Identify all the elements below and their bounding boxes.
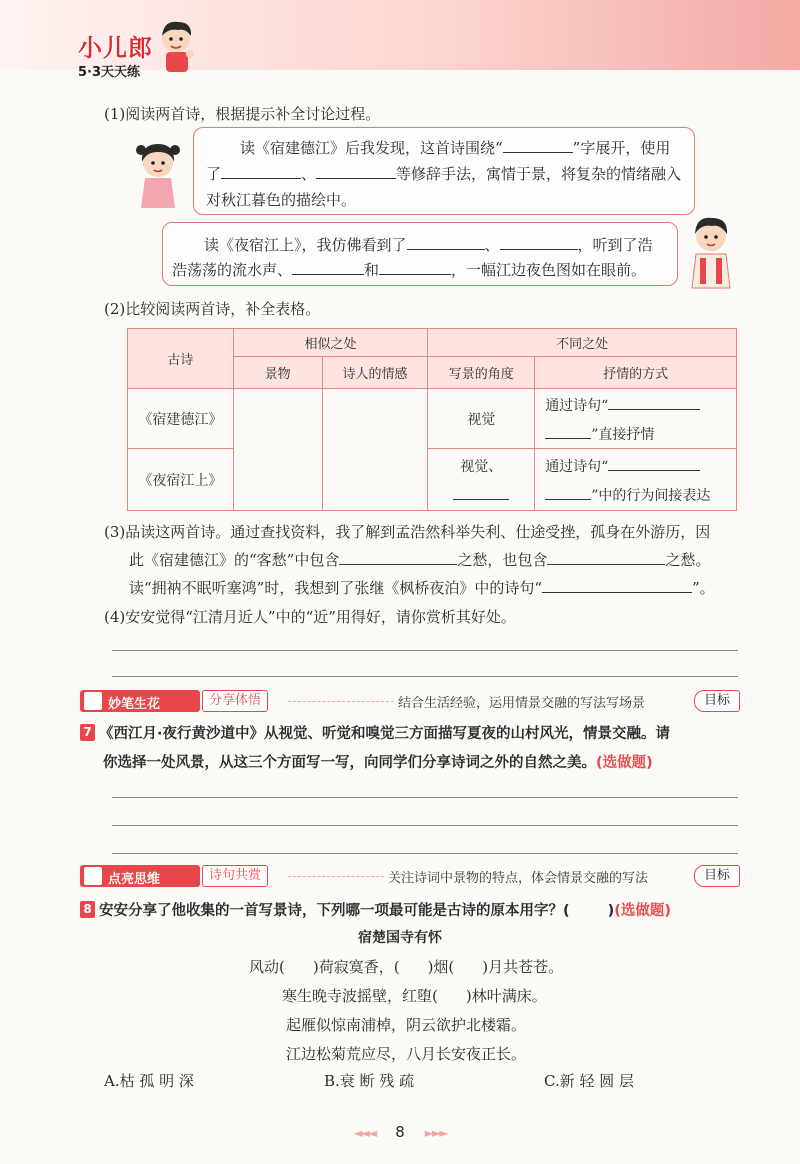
writing-line[interactable]	[112, 853, 738, 854]
bubble1-text: 、	[301, 165, 317, 183]
table-row	[128, 449, 737, 511]
answer-blank[interactable]	[608, 455, 700, 471]
answer-blank[interactable]	[407, 234, 485, 250]
table-cell-method	[535, 449, 737, 511]
poem-text: 寒生晚寺波摇壁，红堕(	[282, 987, 438, 1005]
q3-line3	[129, 577, 715, 598]
bubble2-text: 浩荡荡的流水声、	[172, 261, 293, 279]
answer-blank[interactable]	[545, 484, 591, 500]
table-cell-angle: 视觉	[428, 389, 535, 449]
bubble1-text: ”字展开，使用	[572, 139, 671, 157]
poem-text: 风动(	[249, 958, 285, 976]
book-icon	[84, 867, 102, 885]
q1-prompt: (1)阅读两首诗，根据提示补全讨论过程。	[104, 105, 381, 123]
poem-line1	[249, 956, 563, 977]
q3-text: 之愁。	[665, 551, 711, 569]
answer-blank[interactable]	[547, 549, 665, 565]
divider	[288, 701, 394, 702]
section-badge	[80, 690, 200, 712]
table-header-poem: 古诗	[128, 329, 234, 389]
writing-line[interactable]	[112, 650, 738, 651]
section-tag: 诗句共赏	[202, 865, 268, 887]
q8-line1	[99, 899, 671, 920]
page-footer	[0, 1123, 800, 1141]
q4-line1: (4)安安觉得“江清月近人”中的“近”用得好，请你赏析其好处。	[104, 608, 516, 626]
writing-line[interactable]	[112, 676, 738, 677]
method-text: ”直接抒情	[591, 426, 655, 443]
girl-character-icon	[133, 138, 183, 210]
table-header-angle: 写景的角度	[428, 357, 535, 389]
table-cell-poem: 《宿建德江》	[128, 389, 234, 449]
q7-line1: 《西江月·夜行黄沙道中》从视觉、听觉和嗅觉三方面描写夏夜的山村风光，情景交融。请	[99, 726, 671, 742]
q3-text: 读“拥衲不眠听塞鸿”时，我想到了张继《枫桥夜泊》中的诗句“	[129, 579, 543, 597]
poem-line2	[282, 985, 547, 1006]
table-cell-angle	[428, 449, 535, 511]
section-goal-badge: 目标	[694, 865, 740, 887]
q7-line2	[103, 751, 653, 772]
bubble2-text: ，听到了浩	[577, 236, 653, 254]
boy-character-icon	[686, 210, 736, 290]
q3-text: 之愁，也包含	[457, 551, 548, 569]
q7-text: 你选择一处风景，从这三个方面写一写，向同学们分享诗词之外的自然之美。	[103, 755, 596, 771]
page-number: 8	[395, 1123, 405, 1141]
q2-prompt: (2)比较阅读两首诗，补全表格。	[104, 300, 321, 318]
writing-line[interactable]	[112, 797, 738, 798]
q3-text: 此《宿建德江》的“客愁”中包含	[129, 551, 340, 569]
comparison-table	[127, 328, 737, 511]
table-cell-scenery[interactable]	[233, 389, 322, 511]
table-header-similar: 相似之处	[233, 329, 428, 357]
table-row	[128, 389, 737, 449]
section-goal-text: 结合生活经验，运用情景交融的写法写场景	[398, 696, 646, 711]
bubble1-line3: 对秋江暮色的描绘中。	[206, 191, 357, 209]
poem-text: )林叶满床。	[465, 987, 547, 1005]
poem-line4: 江边松菊荒应尽，八月长安夜正长。	[286, 1045, 527, 1063]
section-badge	[80, 865, 200, 887]
q3-text: ”。	[692, 579, 715, 597]
bubble1-text: 读《宿建德江》后我发现，这首诗围绕“	[240, 139, 503, 157]
answer-blank[interactable]	[221, 163, 301, 179]
book-icon	[84, 692, 102, 710]
prev-arrows-icon: ◄◄◄	[353, 1126, 376, 1140]
table-cell-poem: 《夜宿江上》	[128, 449, 234, 511]
bubble2-text: 和	[364, 261, 380, 279]
method-text: 通过诗句“	[545, 397, 609, 414]
answer-blank[interactable]	[542, 577, 692, 593]
section-badge-label: 妙笔生花	[108, 697, 161, 712]
question-number: 8	[80, 901, 95, 918]
answer-blank[interactable]	[453, 484, 509, 500]
section-goal-badge: 目标	[694, 690, 740, 712]
table-cell-method	[535, 389, 737, 449]
section-tag: 分享体悟	[202, 690, 268, 712]
writing-line[interactable]	[112, 825, 738, 826]
answer-blank[interactable]	[545, 423, 591, 439]
bubble2-text: 读《夜宿江上》，我仿佛看到了	[204, 236, 407, 254]
option-b[interactable]: B.衰 断 残 疏	[324, 1072, 415, 1090]
q8-text: )	[607, 903, 615, 919]
table-cell-emotion[interactable]	[322, 389, 428, 511]
brand-logo	[78, 28, 153, 80]
section-goal-text: 关注诗词中景物的特点，体会情景交融的写法	[388, 871, 649, 886]
table-header-method: 抒情的方式	[535, 357, 737, 389]
logo-title: 小儿郎	[78, 34, 153, 62]
next-arrows-icon: ►►►	[424, 1126, 447, 1140]
section-bar-thinking	[80, 865, 740, 887]
answer-blank[interactable]	[500, 234, 578, 250]
method-text: 通过诗句“	[545, 458, 609, 475]
answer-blank[interactable]	[339, 549, 457, 565]
bubble1-text: 了	[206, 165, 222, 183]
answer-blank[interactable]	[503, 137, 573, 153]
optional-label: (选做题)	[596, 755, 653, 771]
answer-blank[interactable]	[379, 259, 451, 275]
bubble1-line2	[206, 163, 681, 184]
bubble2-text: 、	[484, 236, 500, 254]
answer-blank[interactable]	[292, 259, 364, 275]
poem-text: )烟(	[427, 958, 455, 976]
table-header-scenery: 景物	[233, 357, 322, 389]
table-header-diff: 不同之处	[428, 329, 737, 357]
bubble2-text: ，一幅江边夜色图如在眼前。	[451, 261, 647, 279]
logo-subtitle: 5·3天天练	[78, 65, 141, 80]
q3-line2	[129, 549, 710, 570]
bubble1-line1	[240, 137, 670, 158]
section-bar-writing	[80, 690, 740, 712]
section-badge-label: 点亮思维	[108, 872, 161, 887]
q8-text: 安安分享了他收集的一首写景诗，下列哪一项最可能是古诗的原本用字？(	[99, 903, 570, 919]
mascot-boy-icon	[156, 18, 198, 74]
bubble2-line2	[172, 259, 646, 280]
poem-text: )荷寂寞香，(	[312, 958, 400, 976]
method-text: ”中的行为间接表达	[591, 487, 711, 504]
answer-blank[interactable]	[316, 163, 396, 179]
bubble1-text: 等修辞手法，寓情于景，将复杂的情绪融入	[396, 165, 682, 183]
poem-text: )月共苍苍。	[482, 958, 564, 976]
angle-text: 视觉、	[460, 458, 503, 475]
q3-line1: (3)品读这两首诗。通过查找资料，我了解到孟浩然科举失利、仕途受挫，孤身在外游历，因	[104, 523, 711, 541]
bubble2-line1	[204, 234, 653, 255]
option-c[interactable]: C.新 轻 圆 层	[544, 1072, 635, 1090]
question-number: 7	[80, 724, 95, 741]
answer-blank[interactable]	[608, 394, 700, 410]
divider	[288, 876, 384, 877]
optional-label: (选做题)	[614, 903, 672, 919]
option-a[interactable]: A.枯 孤 明 深	[104, 1072, 194, 1090]
table-header-emotion: 诗人的情感	[322, 357, 428, 389]
poem-title: 宿楚国寺有怀	[358, 930, 442, 946]
poem-line3: 起雁似惊南浦棹，阴云欲护北楼霜。	[286, 1016, 527, 1034]
